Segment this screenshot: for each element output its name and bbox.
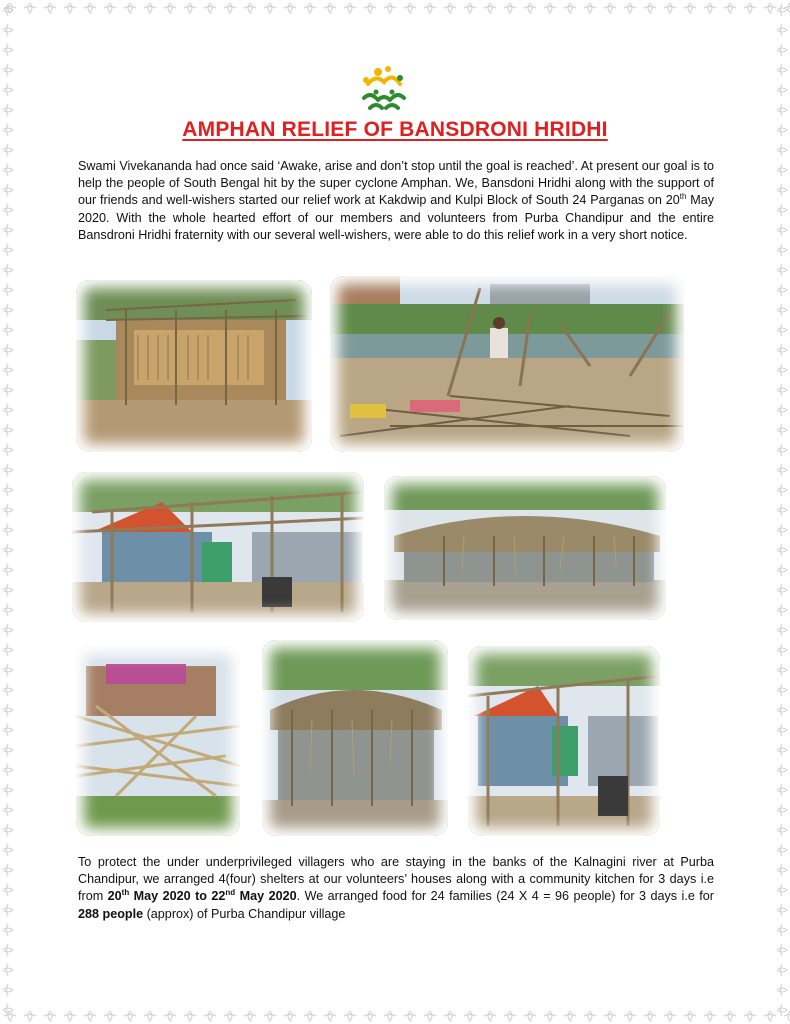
- page-border-top: [0, 0, 790, 16]
- photo-pile-of-bamboo-debris: [76, 646, 240, 836]
- page-border-left: [0, 0, 16, 1024]
- organization-logo-icon: [356, 64, 412, 116]
- page-border-right: [774, 0, 790, 1024]
- relief-paragraph: To protect the under underprivileged villagers who are staying in the banks of the Kalnagini river at Purba Chandipur, we arranged 4(four) shelters at our volunteers’ houses along with a community kitchen for 3 days i.e from 20th May 2020 to 22nd May 2020. We arranged food for 24 families (24 X 4 = 96 people) for 3 days i.e for 288 people (approx) of Purba Chandipur village: [78, 855, 715, 921]
- photo-damaged-thatched-hut: [76, 280, 312, 452]
- page-border-bottom: [0, 1008, 790, 1024]
- photo-bamboo-frame-with-tarpaulin: [72, 472, 364, 622]
- intro-paragraph: Swami Vivekananda had once said ‘Awake, arise and don’t stop until the goal is reached’. At present our goal is to help the people of South Bengal hit by the super cyclone Amphan. We, Bansdoni Hridhi along with the support of our friends and well-wishers started our relief work at Kakdwip and Kulpi Block of South 24 Parganas on 20th May 2020. With the whole hearted effort of our members and volunteers from Purba Chandipur and the entire Bansdroni Hridhi fraternity with our several well-wishers, were able to do this relief work in a very short notice.: [78, 159, 714, 242]
- relief-date-range: 20th May 2020 to 22nd May 2020: [107, 888, 297, 904]
- photo-bamboo-frame-with-tarpaulin-close: [468, 646, 660, 836]
- relief-people-count: 288 people: [78, 906, 144, 921]
- photo-hut-with-collapsed-thatch-roof: [384, 476, 666, 620]
- photo-man-among-collapsed-house: [330, 276, 684, 452]
- page-title: AMPHAN RELIEF OF BANSDRONI HRIDHI: [182, 118, 608, 141]
- photo-broken-hut-front-view: [262, 640, 448, 836]
